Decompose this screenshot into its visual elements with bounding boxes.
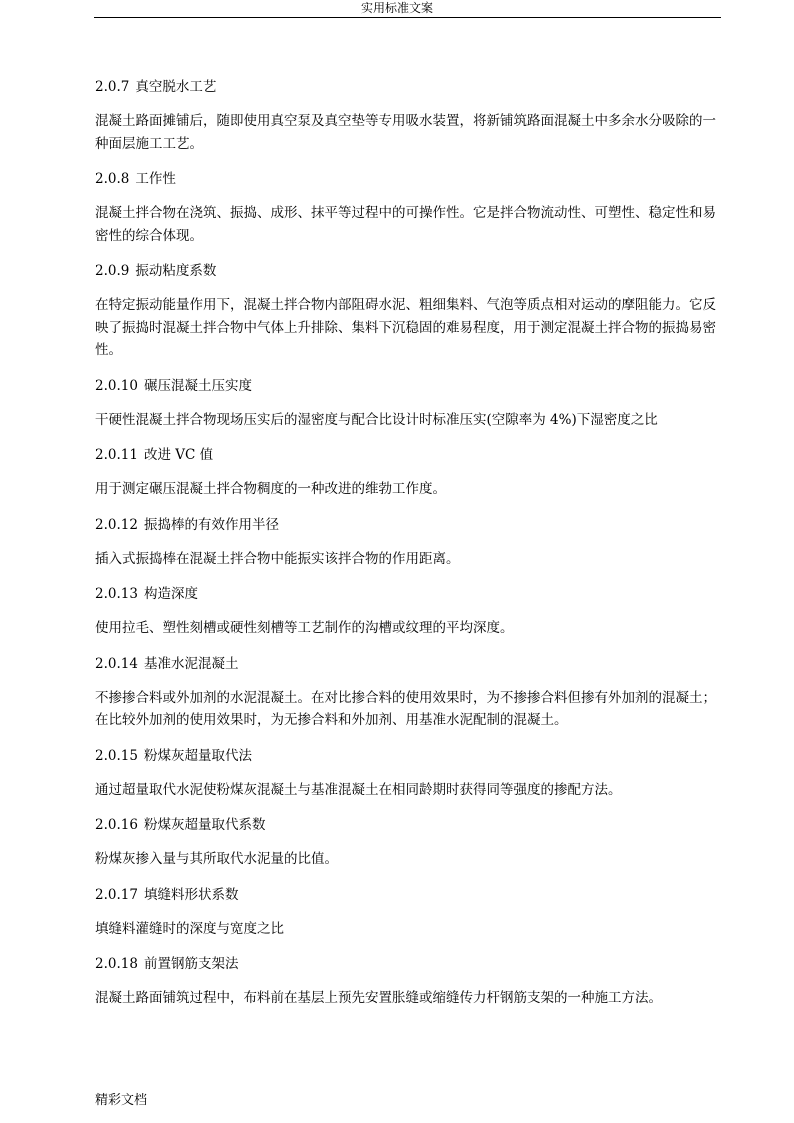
term-heading <box>95 745 721 767</box>
term-number: 2.0.12 <box>95 516 138 533</box>
term-heading <box>95 444 721 466</box>
term-number: 2.0.16 <box>95 817 138 833</box>
term-number: 2.0.8 <box>95 171 130 187</box>
term-definition: 干硬性混凝土拌合物现场压实后的湿密度与配合比设计时标准压实(空隙率为 4%)下湿密度之比 <box>95 411 658 428</box>
term-number: 2.0.10 <box>95 377 138 394</box>
term-title: 基准水泥混凝土 <box>143 655 239 672</box>
term-heading <box>95 953 721 975</box>
term-definition: 混凝土路面铺筑过程中，布料前在基层上预先安置胀缝或缩缝传力杆钢筋支架的一种施工方法。 <box>95 990 662 1006</box>
term-title: 真空脱水工艺 <box>135 79 217 95</box>
term-title: 填缝料形状系数 <box>143 886 239 903</box>
term-heading <box>95 583 721 605</box>
term-heading <box>95 76 721 98</box>
document-body <box>95 76 721 1023</box>
term-definition: 填缝料灌缝时的深度与宽度之比 <box>95 920 284 937</box>
term-definition: 通过超量取代水泥使粉煤灰混凝土与基准混凝土在相同龄期时获得同等强度的掺配方法。 <box>95 781 622 798</box>
page-footer: 精彩文档 <box>95 1093 148 1108</box>
term-number: 2.0.15 <box>95 747 138 764</box>
term-title: 振动粘度系数 <box>135 263 217 279</box>
term-number: 2.0.17 <box>95 886 138 903</box>
header-rule <box>94 17 721 18</box>
term-number: 2.0.11 <box>95 447 138 463</box>
term-heading <box>95 884 721 906</box>
term-number: 2.0.7 <box>95 79 130 95</box>
term-definition: 在特定振动能量作用下，混凝土拌合物内部阻碍水泥、粗细集料、气泡等质点相对运动的摩阻能力。它反映了振捣时混凝土拌合物中气体上升排除、集料下沉稳固的难易程度，用于测定混凝土拌合物的振捣易密性。 <box>95 297 716 358</box>
term-number: 2.0.9 <box>95 263 130 279</box>
term-definition: 混凝土拌合物在浇筑、振捣、成形、抹平等过程中的可操作性。它是拌合物流动性、可塑性、稳定性和易密性的综合体现。 <box>95 205 716 244</box>
term-title: 振捣棒的有效作用半径 <box>143 516 279 533</box>
term-heading <box>95 375 721 397</box>
term-definition: 插入式振捣棒在混凝土拌合物中能振实该拌合物的作用距离。 <box>95 550 460 567</box>
term-definition: 粉煤灰掺入量与其所取代水泥量的比值。 <box>95 851 338 867</box>
term-title: 改进 VC 值 <box>143 447 214 463</box>
term-title: 前置钢筋支架法 <box>143 956 239 972</box>
term-heading <box>95 168 721 190</box>
term-definition: 用于测定碾压混凝土拌合物稠度的一种改进的维勃工作度。 <box>95 481 446 497</box>
term-title: 工作性 <box>135 171 176 187</box>
term-heading <box>95 514 721 536</box>
term-heading <box>95 653 721 675</box>
term-title: 粉煤灰超量取代法 <box>143 747 252 764</box>
term-definition: 混凝土路面摊铺后，随即使用真空泵及真空垫等专用吸水装置，将新铺筑路面混凝土中多余水分吸除的一种面层施工工艺。 <box>95 113 716 152</box>
page-header: 实用标准文案 <box>360 1 433 15</box>
term-title: 粉煤灰超量取代系数 <box>143 817 266 833</box>
term-heading <box>95 814 721 836</box>
term-definition: 不掺掺合料或外加剂的水泥混凝土。在对比掺合料的使用效果时，为不掺掺合料但掺有外加剂的混凝土；在比较外加剂的使用效果时，为无掺合料和外加剂、用基准水泥配制的混凝土。 <box>95 689 716 728</box>
term-definition: 使用拉毛、塑性刻槽或硬性刻槽等工艺制作的沟槽或纹理的平均深度。 <box>95 620 514 636</box>
term-number: 2.0.13 <box>95 586 138 602</box>
term-number: 2.0.14 <box>95 655 138 672</box>
term-title: 构造深度 <box>143 586 198 602</box>
term-heading <box>95 260 721 282</box>
term-number: 2.0.18 <box>95 956 138 972</box>
term-title: 碾压混凝土压实度 <box>143 377 252 394</box>
